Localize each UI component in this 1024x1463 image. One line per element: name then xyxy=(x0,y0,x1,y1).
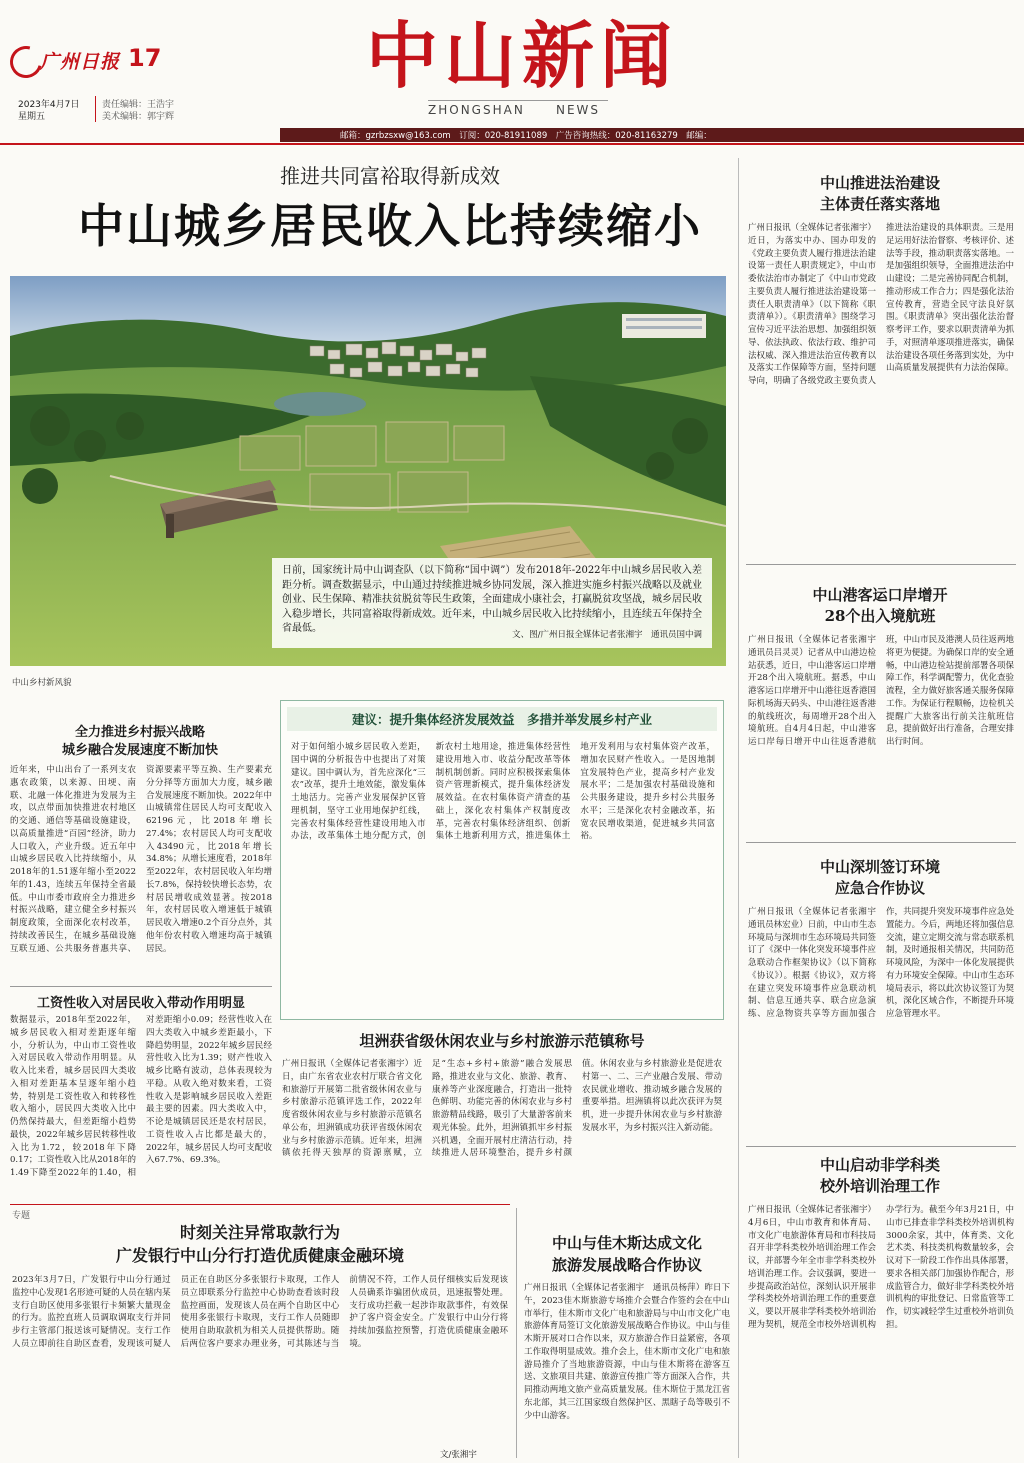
section-title: 中山新闻 xyxy=(365,13,678,98)
special-body: 2023年3月7日，广发银行中山分行通过监控中心发现1名形迹可疑的人员在辖内某支行自助区使用多张银行卡频繁大量现金的行为。监控直班人员调取调取支行并同步行主管部门报送该可疑情况。支行工作人员立即前往自助区查看，发现该可疑人员正在自助区分多张银行卡取现，工作人员立即联系分行监控中心协助查看该时段监控画面，发现该人员在两个自助区中心使用多张银行卡取现，支行工作人员随即使用自助取款机为相关人员提供帮助。随后两位客户要求办理业务，可其陈述与当前情况不符，工作人员仔细核实后发现该人员确系诈骗团伙成员，迅速报警处理。支行成功拦截一起涉诈取款事件，有效保护了客户资金安全。广发银行中山分行将持续加强监控预警，打造优质健康金融环境。 xyxy=(12,1275,508,1349)
proposal-box xyxy=(280,700,724,1020)
tanzhou-title: 坦洲获省级休闲农业与乡村旅游示范镇称号 xyxy=(359,1032,645,1050)
law-title-1: 中山推进法治建设 xyxy=(819,174,940,192)
law-title-2: 主体责任落实落地 xyxy=(819,195,940,213)
special-title-2: 广发银行中山分行打造优质健康金融环境 xyxy=(115,1246,404,1265)
proposal-title: 建议：提升集体经济发展效益 多措并举发展乡村产业 xyxy=(351,712,652,727)
sz-body: 广州日报讯（全媒体记者张湘宇 通讯员林宏业）日前，中山市生态环境局与深圳市生态环境局共同签订了《深中一体化突发环境事件应急联动合作框架协议》（以下简称《协议》）。根据《协议》，双方将在建立突发环境事件应急联动机制、信息互通共享、联合应急演练、应急物资共享等方面加强合作，共同提升突发环境事件应急处置能力。今后，两地还将加强信息交流，建立定期交流与常态联系机制，及时通报相关情况，共同防范环境风险，为深中一体化发展提供有力环境安全保障。中山市生态环境局表示，将以此次协议签订为契机，深化区域合作，不断提升环境应急管理水平。 xyxy=(748,907,1014,1019)
lead-photo-credit: 文、图/广州日报全媒体记者张湘宇 通讯员国中调 xyxy=(512,630,702,640)
proposal-body: 对于如何缩小城乡居民收入差距，国中调的分析报告中也提出了对策建议。国中调认为，首先应深化“三农”改革，提升土地效能，激发集体土地活力。完善产业发展保护区管理机制，坚守工业用地保护红线，完善农村集体经营性建设用地入市办法，改革集体土地分配方式，创新农村土地用途，推进集体经营性建设用地入市、收益分配改革等体制机制创新。同时应积极探索集体资产管理新模式，提升集体经济发展效益。在农村集体资产清查的基础上，深化农村集体产权制度改革，完善农村集体经济组织、创新集体土地新利用方式，推进集体土地开发利用与农村集体资产改革，增加农民财产性收入。一是因地制宜发展特色产业，提高乡村产业发展水平；二是加强农村基础设施和公共服务建设，提升乡村公共服务水平；三是深化农村金融改革，拓宽农民增收渠道，促进城乡共同富裕。 xyxy=(291,742,715,842)
tanzhou-body: 广州日报讯（全媒体记者张湘宇）近日，由广东省农业农村厅联合省文化和旅游厅开展第二批省级休闲农业与乡村旅游示范镇评选工作，2022年度省级休闲农业与乡村旅游示范镇名单公布，坦洲镇成功获评省级休闲农业与乡村旅游示范镇。近年来，坦洲镇依托得天独厚的资源禀赋，立足“生态+乡村+旅游”融合发展思路，推进农业与文化、旅游、教育、康养等产业深度融合，打造出一批特色鲜明、功能完善的休闲农业与乡村旅游精品线路，吸引了大量游客前来观光体验。此外，坦洲镇抓牢乡村振兴机遇，全面开展村庄清洁行动，持续推进人居环境整治，提升乡村颜值。休闲农业与乡村旅游业是促进农村第一、二、三产业融合发展、带动农民就业增收、推动城乡融合发展的重要举措。坦洲镇将以此次获评为契机，进一步提升休闲农业与乡村旅游发展水平，为乡村振兴注入新动能。 xyxy=(282,1059,722,1159)
sub2-title: 工资性收入对居民收入带动作用明显 xyxy=(36,996,245,1011)
lead-kicker: 推进共同富裕取得新成效 xyxy=(280,164,500,188)
publish-weekday: 星期五 xyxy=(18,112,46,122)
lead-headline: 中山城乡居民收入比持续缩小 xyxy=(78,199,702,253)
lead-photo xyxy=(10,276,726,666)
masthead xyxy=(0,0,1024,145)
port-body: 广州日报讯（全媒体记者张湘宇 通讯员吕灵灵）记者从中山港边检站获悉，近日，中山港客运口岸增开28个出入境航班。据悉，中山港客运口岸增开中山港往返香港国际机场海天码头、中山港往返香港的航线班次，每周增开28个出入境航班。自4月4日起，中山港客运口岸每日增开中山往返香港航班，中山市民及港澳人员往返两地将更为便捷。为确保口岸的安全通畅，中山港边检站提前部署各项保障工作，科学调配警力，优化查验流程，全力做好旅客通关服务保障工作。为保证行程顺畅，边检机关提醒广大旅客出行前关注航班信息，提前做好出行准备，合理安排出行时间。 xyxy=(748,635,1014,747)
port-title-1: 中山港客运口岸增开 xyxy=(812,586,948,604)
section-pinyin-right: NEWS xyxy=(556,103,601,117)
jiamusi-body: 广州日报讯（全媒体记者张湘宇 通讯员杨萍）昨日下午，2023佳木斯旅游专场推介会暨合作签约会在中山市举行，佳木斯市文化广电和旅游局与中山市文化广电旅游体育局签订文化旅游发展战略合作协议。中山与佳木斯开展对口合作以来，双方旅游合作日益紧密，各项工作取得明显成效。推介会上，佳木斯市文化广电和旅游局推介了当地旅游资源，中山与佳木斯将在游客互送、文旅项目共建、旅游宣传推广等方面深入合作，共同推动两地文旅产业高质量发展。佳木斯位于黑龙江省东北部，其三江国家级自然保护区、黑瞎子岛等吸引不少中山游客。 xyxy=(524,1283,730,1421)
school-title-2: 校外培训治理工作 xyxy=(819,1177,940,1195)
page-number: 17 xyxy=(128,44,162,72)
publish-date: 2023年4月7日 xyxy=(18,100,80,110)
port-title-2: 28个出入境航班 xyxy=(824,607,936,625)
special-title-1: 时刻关注异常取款行为 xyxy=(179,1223,340,1242)
school-title-1: 中山启动非学科类 xyxy=(819,1156,940,1174)
special-credit: 文/张湘宇 xyxy=(440,1450,477,1460)
jiamusi-title-2: 旅游发展战略合作协议 xyxy=(551,1256,702,1274)
sub1-title-1: 全力推进乡村振兴战略 xyxy=(74,725,205,740)
sub2-body: 数据显示，2018年至2022年，城乡居民收入相对差距逐年缩小，分析认为，中山市工资性收入对居民收入带动作用明显。从收入比来看，城乡居民四大类收入相对差距基本呈逐年缩小趋势，特别是工资性收入和转移性收入缩小，居民四大类收入比中仍然保持最大，但差距缩小趋势最快，2022年城乡居民转移性收入比为1.72，较2018年下降0.17；工资性收入比从2018年的1.49下降至2022年的1.40，相对差距缩小0.09；经营性收入在四大类收入中城乡差距最小，下降趋势明显，2022年城乡居民经营性收入比为1.39；财产性收入城乡比略有波动，总体表现较为平稳。从收入绝对数来看，工资性收入是影响城乡居民收入差距最主要的因素。四大类收入中，不论是城镇居民还是农村居民，工资性收入占比都是最大的，2022年，城乡居民人均可支配收入67.7%、69.3%。 xyxy=(10,1015,272,1178)
special-label: 专题 xyxy=(12,1211,31,1221)
sub1-title-2: 城乡融合发展速度不断加快 xyxy=(61,743,218,758)
jiamusi-title-1: 中山与佳木斯达成文化 xyxy=(551,1234,702,1252)
section-pinyin-left: ZHONGSHAN xyxy=(428,103,525,117)
photo-caption: 中山乡村新风貌 xyxy=(12,678,72,688)
law-body: 广州日报讯（全媒体记者张湘宇）近日，为落实中办、国办印发的《党政主要负责人履行推进法治建设第一责任人职责规定》，中山市委依法治市办制定了《中山市党政主要负责人履行推进法治建设第一责任人职责清单》（以下简称《职责清单》）。《职责清单》围绕学习宣传习近平法治思想、加强组织领导、依法执政、依法行政、维护司法权威、深入推进法治宣传教育以及落实工作保障等方面，坚持问题导向，明确了各级党政主要负责人推进法治建设的具体职责。三是用足运用好法治督察、考核评价、述法等手段，推动职责落实落地。一是加强组织领导，全面推进法治中山建设；二是完善协同配合机制，推动形成工作合力；四是强化法治宣传教育，营造全民守法良好氛围。《职责清单》突出强化法治督察考评工作，要求以职责清单为抓手，对照清单逐项推进落实，确保法治建设各项任务落到实处，为中山高质量发展提供有力法治保障。 xyxy=(748,223,1014,386)
art-editor-line: 美术编辑：郭宇辉 xyxy=(102,112,175,122)
sz-title-1: 中山深圳签订环境 xyxy=(819,858,940,876)
sub1-body: 近年来，中山出台了一系列支农惠农政策，以来源、田埂、南联、北融一体化推进为发展为主攻，以点带面加快推进农村地区的交通、通信等基础设施建设，以高质量推进“百园”经济，助力人口收入，产业升级。近五年中山城乡居民收入比持续缩小，从2018年的1.51逐年缩小至2022年的1.43，连续五年保持全省最低。中山市委市政府全力推进乡村振兴战略，建立健全乡村振兴制度政策，全面深化农村改革，持续改善民生，在城乡基础设施互联互通、公共服务普惠共享、资源要素平等互换、生产要素充分分择等方面加大力度，城乡融合发展速度不断加快。2022年中山城镇常住居民人均可支配收入62196元，比2018年增长27.4%；农村居民人均可支配收入43490元，比2018年增长34.8%；从增长速度看，2018年至2022年，农村居民收入年均增长7.8%，保持较快增长态势，农村居民增收成效显著。按2018年，农村居民收入增速低于城镇居民收入增速0.2个百分点外，其他年份农村收入增速均高于城镇居民。 xyxy=(10,765,272,954)
paper-name: 广州日报 xyxy=(40,51,121,73)
sz-title-2: 应急合作协议 xyxy=(834,879,925,897)
school-body: 广州日报讯（全媒体记者张湘宇）4月6日，中山市教育和体育局、市文化广电旅游体育局和市科技局召开非学科类校外培训治理工作会议，并部署今年全市非学科类校外培训治理工作。会议强调，要进一步提高政治站位，深刻认识开展非学科类校外培训治理工作的重要意义，要以开展非学科类校外培训治理为契机，规范全市校外培训机构办学行为。截至今年3月21日，中山市已排查非学科类校外培训机构3000余家，其中，体育类、文化艺术类、科技类机构数量较多，会议对下一阶段工作作出具体部署，要求各相关部门加强协作配合，形成监管合力，做好非学科类校外培训机构的审批登记、日常监管等工作，切实减轻学生过重校外培训负担。 xyxy=(748,1205,1014,1330)
editor-line: 责任编辑：王浩宇 xyxy=(102,100,175,110)
lead-caption-box xyxy=(272,558,712,648)
contact-text: 邮箱：gzrbzsxw@163.com 订阅：020-81911089 广告咨询热线：020-81163279 邮编： xyxy=(340,131,712,141)
lead-caption-text: 日前，国家统计局中山调查队（以下简称“国中调”）发布2018年-2022年中山城乡居民收入差距分析。调查数据显示，中山通过持续推进城乡协同发展，深入推进实施乡村振兴战略以及就业创业、民生保障、精准扶贫脱贫等民生政策，全面建成小康社会，打赢脱贫攻坚战，城乡居民收入稳步增长，共同富裕取得新成效。近年来，中山城乡居民收入比持续缩小，且连续五年保持全省最低。 xyxy=(282,565,702,634)
